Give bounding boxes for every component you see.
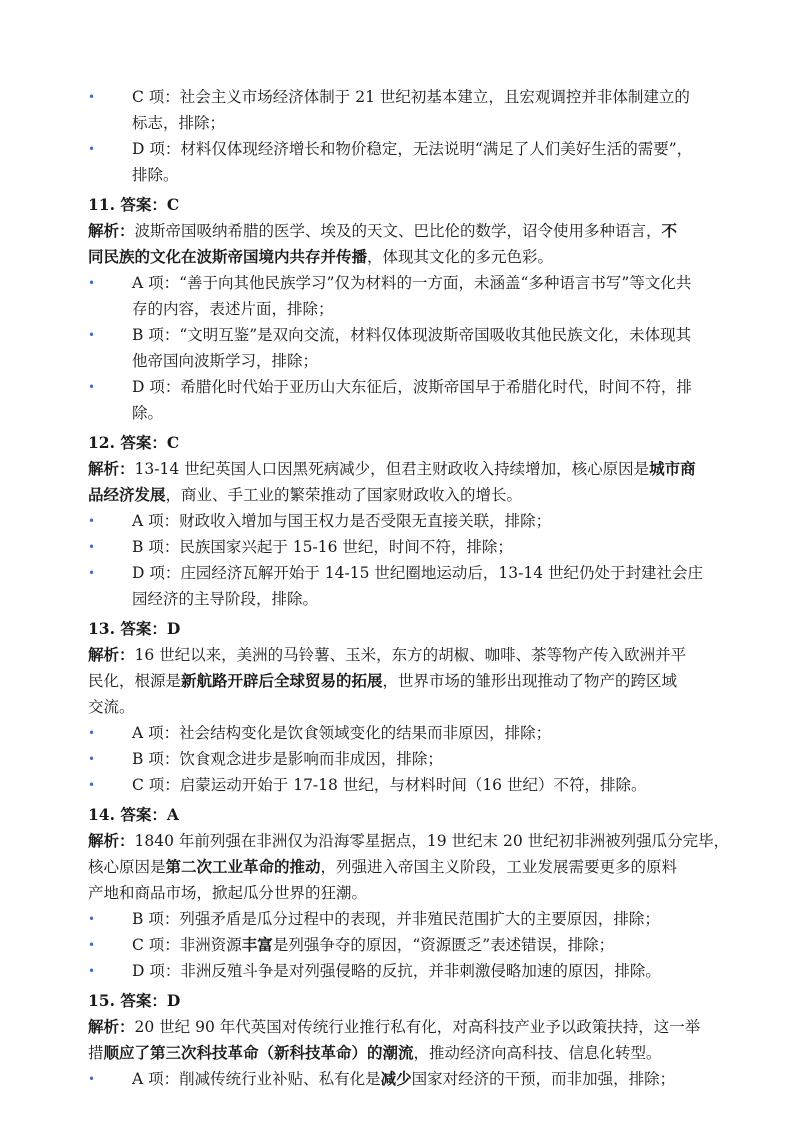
text-segment: 16 世纪以来，美洲的马铃薯、玉米，东方的胡椒、咖啡、茶等物产传入欧洲并平 <box>134 646 687 664</box>
bullet-icon: • <box>88 778 96 792</box>
bold-text: 减少 <box>380 1069 412 1088</box>
text-segment: 除。 <box>132 404 164 422</box>
text-segment: D 项：庄园经济瓦解开始于 14-15 世纪圈地运动后，13-14 世纪仍处于封建社会庄 <box>132 564 704 582</box>
text-segment: 国家对经济的干预，而非加强，排除； <box>411 1070 676 1088</box>
bold-text: 品经济发展 <box>88 485 166 504</box>
bold-text: 解析： <box>88 221 135 240</box>
bullet-icon: • <box>88 1072 96 1086</box>
bullet-icon: • <box>88 752 96 766</box>
option-item-continuation <box>88 400 704 426</box>
text-segment: A 项：财政收入增加与国王权力是否受限无直接关联，排除； <box>132 512 552 530</box>
bold-text: 解析： <box>88 645 135 664</box>
answer-text: 15. 答案：D <box>88 991 181 1010</box>
answer-heading <box>88 802 704 828</box>
text-segment: 波斯帝国吸纳希腊的医学、埃及的天文、巴比伦的数学，诏令使用多种语言， <box>134 222 662 240</box>
bold-text: 解析： <box>88 1017 135 1036</box>
bold-text: 城市商 <box>649 459 696 478</box>
bullet-icon: • <box>88 912 96 926</box>
option-item-continuation <box>88 162 704 188</box>
text-segment: 1840 年前列强在非洲仅为沿海零星据点，19 世纪末 20 世纪初非洲被列强瓜分完毕， <box>134 832 730 850</box>
text-segment: D 项：非洲反殖斗争是对列强侵略的反抗，并非刺激侵略加速的原因，排除。 <box>132 962 661 980</box>
text-segment: ，商业、手工业的繁荣推动了国家财政收入的增长。 <box>165 486 523 504</box>
text-segment: B 项：“文明互鉴”是双向交流，材料仅体现波斯帝国吸收其他民族文化，未体现其 <box>132 326 692 344</box>
text-segment: D 项：希腊化时代始于亚历山大东征后，波斯帝国早于希腊化时代，时间不符，排 <box>132 378 692 396</box>
option-item <box>88 932 704 958</box>
answer-text: 13. 答案：D <box>88 619 181 638</box>
answer-heading <box>88 988 704 1014</box>
text-segment: 民化，根源是 <box>88 672 182 690</box>
text-segment: 是列强争夺的原因，“资源匮乏”表述错误，排除； <box>272 936 615 954</box>
text-segment: 措 <box>88 1044 104 1062</box>
option-item <box>88 374 704 400</box>
text-segment: D 项：材料仅体现经济增长和物价稳定，无法说明“满足了人们美好生活的需要”， <box>132 140 693 158</box>
answer-text: 11. 答案：C <box>88 195 180 214</box>
answer-text: 12. 答案：C <box>88 433 180 452</box>
text-segment: B 项：饮食观念进步是影响而非成因，排除； <box>132 750 443 768</box>
option-item-continuation <box>88 348 704 374</box>
text-segment: 排除。 <box>132 166 179 184</box>
bullet-icon: • <box>88 514 96 528</box>
text-segment: B 项：民族国家兴起于 15-16 世纪，时间不符，排除； <box>132 538 513 556</box>
option-item-continuation <box>88 110 704 136</box>
text-segment: ，世界市场的雏形出现推动了物产的跨区域 <box>382 672 678 690</box>
text-segment: C 项：社会主义市场经济体制于 21 世纪初基本建立，且宏观调控并非体制建立的 <box>132 88 690 106</box>
bullet-icon: • <box>88 90 96 104</box>
bullet-icon: • <box>88 380 96 394</box>
text-segment: 产地和商品市场，掀起瓜分世界的狂潮。 <box>88 884 368 902</box>
analysis-paragraph <box>88 828 730 854</box>
text-segment: ，列强进入帝国主义阶段，工业发展需要更多的原料 <box>320 858 678 876</box>
answer-heading <box>88 430 704 456</box>
analysis-paragraph <box>88 1014 704 1040</box>
text-segment: 他帝国向波斯学习，排除； <box>132 352 319 370</box>
bold-text: 新航路开辟后全球贸易的拓展 <box>181 671 383 690</box>
text-segment: 交流。 <box>88 698 135 716</box>
answer-text: 14. 答案：A <box>88 805 179 824</box>
option-item <box>88 772 704 798</box>
bold-text: 丰富 <box>241 935 273 954</box>
option-item <box>88 322 704 348</box>
bullet-icon: • <box>88 964 96 978</box>
text-segment: 园经济的主导阶段，排除。 <box>132 590 319 608</box>
text-segment: 存的内容，表述片面，排除； <box>132 300 334 318</box>
bullet-icon: • <box>88 938 96 952</box>
option-item <box>88 534 704 560</box>
text-segment: A 项：“善于向其他民族学习”仅为材料的一方面，未涵盖“多种语言书写”等文化共 <box>132 274 692 292</box>
bold-text: 第二次工业革命的推动 <box>165 857 321 876</box>
bold-text: 解析： <box>88 831 135 850</box>
option-item <box>88 958 704 984</box>
analysis-continuation <box>88 668 704 694</box>
option-item <box>88 720 704 746</box>
text-segment: B 项：列强矛盾是瓜分过程中的表现，并非殖民范围扩大的主要原因，排除； <box>132 910 660 928</box>
text-segment: ，体现其文化的多元色彩。 <box>367 248 554 266</box>
option-item <box>88 906 704 932</box>
analysis-paragraph <box>88 456 704 482</box>
bold-text: 解析： <box>88 459 135 478</box>
option-item-continuation <box>88 296 704 322</box>
bullet-icon: • <box>88 540 96 554</box>
option-item <box>88 746 704 772</box>
analysis-continuation <box>88 694 704 720</box>
option-item <box>88 136 704 162</box>
option-item <box>88 270 704 296</box>
analysis-continuation <box>88 1040 704 1066</box>
bold-text: 顺应了第三次科技革命（新科技革命）的潮流 <box>103 1043 414 1062</box>
bold-text: 同民族的文化在波斯帝国境内共存并传播 <box>88 247 368 266</box>
bullet-icon: • <box>88 276 96 290</box>
analysis-continuation <box>88 854 704 880</box>
bullet-icon: • <box>88 566 96 580</box>
option-item <box>88 1066 704 1092</box>
text-segment: C 项：启蒙运动开始于 17-18 世纪，与材料时间（16 世纪）不符，排除。 <box>132 776 647 794</box>
analysis-paragraph <box>88 218 704 244</box>
analysis-paragraph <box>88 642 704 668</box>
answer-heading <box>88 192 704 218</box>
bullet-icon: • <box>88 328 96 342</box>
text-segment: 13-14 世纪英国人口因黑死病减少，但君主财政收入持续增加，核心原因是 <box>134 460 650 478</box>
text-segment: A 项：社会结构变化是饮食领域变化的结果而非原因，排除； <box>132 724 552 742</box>
option-item-continuation <box>88 586 704 612</box>
option-item <box>88 508 704 534</box>
text-segment: 标志，排除； <box>132 114 226 132</box>
analysis-continuation <box>88 482 704 508</box>
analysis-continuation <box>88 244 704 270</box>
text-segment: 20 世纪 90 年代英国对传统行业推行私有化，对高科技产业予以政策扶持，这一举 <box>134 1018 701 1036</box>
analysis-continuation <box>88 880 704 906</box>
bullet-icon: • <box>88 726 96 740</box>
text-segment: A 项：削减传统行业补贴、私有化是 <box>132 1070 381 1088</box>
text-segment: C 项：非洲资源 <box>132 936 242 954</box>
option-item <box>88 84 704 110</box>
option-item <box>88 560 704 586</box>
text-segment: ，推动经济向高科技、信息化转型。 <box>413 1044 662 1062</box>
bullet-icon: • <box>88 142 96 156</box>
answer-heading <box>88 616 704 642</box>
bold-text: 不 <box>661 221 678 240</box>
text-segment: 核心原因是 <box>88 858 166 876</box>
